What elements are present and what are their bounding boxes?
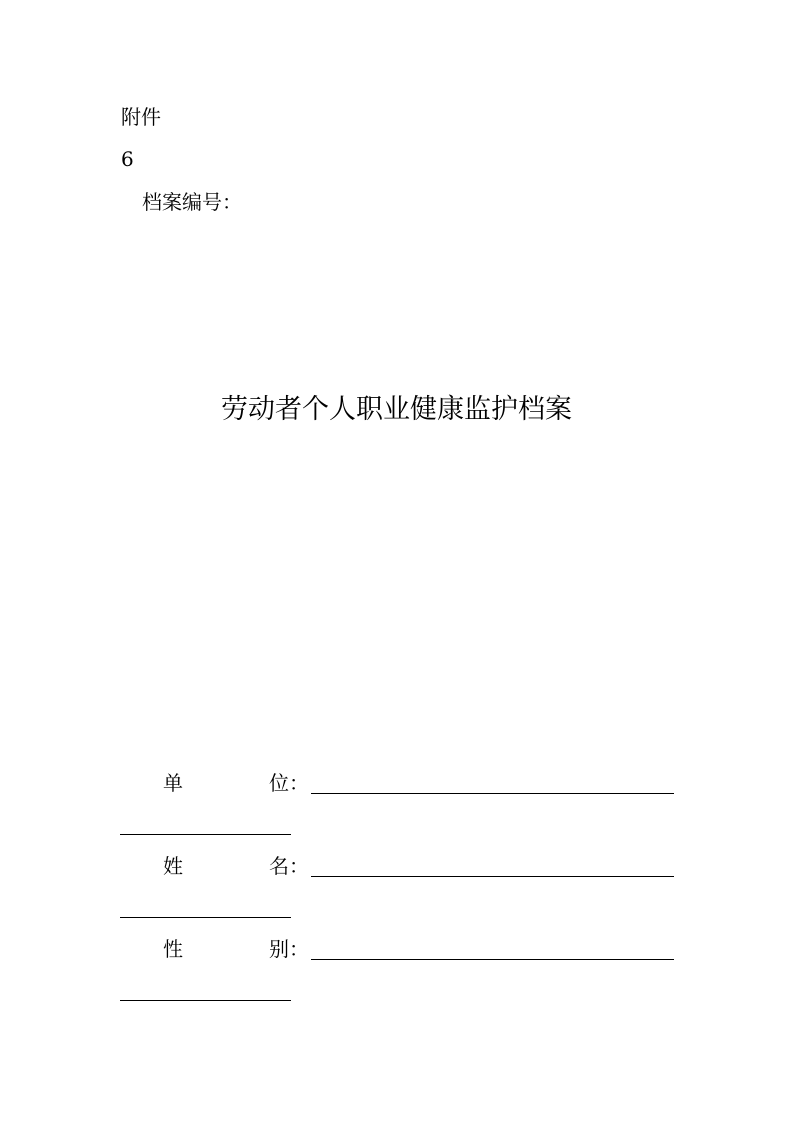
field-label-char-text: 别 [269, 937, 289, 961]
name-fill-line[interactable] [311, 876, 674, 877]
name-fill-line-continued[interactable] [120, 917, 291, 918]
field-label-char: 姓 [163, 854, 183, 878]
field-label-char: 单 [163, 771, 183, 795]
field-label-char-text: 位 [269, 771, 289, 795]
field-label-char: 性 [163, 937, 183, 961]
gender-fill-line[interactable] [311, 959, 674, 960]
unit-fill-line[interactable] [311, 793, 674, 794]
field-colon: ： [289, 854, 309, 878]
annex-label: 附件 [121, 105, 161, 129]
field-row-gender [0, 937, 793, 1021]
gender-fill-line-continued[interactable] [120, 1000, 291, 1001]
field-colon: ： [289, 937, 309, 961]
field-row-name [0, 854, 793, 938]
file-number-label: 档案编号： [142, 190, 242, 214]
field-label-char [269, 854, 309, 878]
field-label-char [269, 937, 309, 961]
field-label-char [269, 771, 309, 795]
field-row-unit [0, 771, 793, 855]
field-colon: ： [289, 771, 309, 795]
annex-number: 6 [121, 147, 134, 171]
field-label-char-text: 名 [269, 854, 289, 878]
document-title: 劳动者个人职业健康监护档案 [221, 394, 572, 425]
unit-fill-line-continued[interactable] [120, 834, 291, 835]
